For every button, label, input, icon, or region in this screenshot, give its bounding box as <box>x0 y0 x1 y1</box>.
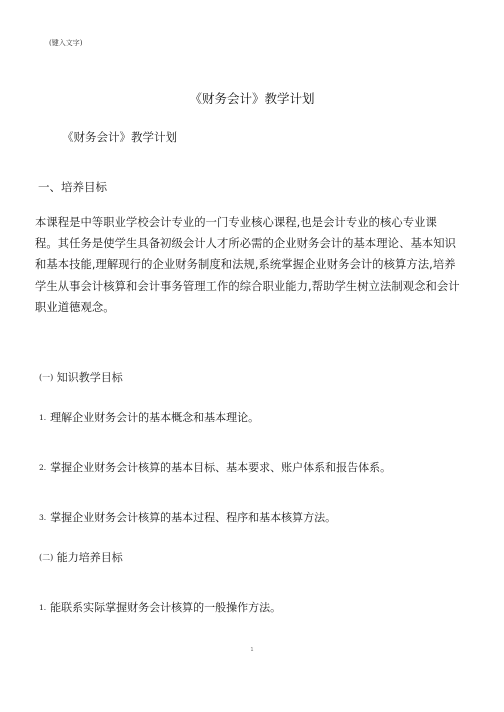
list-item-text: 理解企业财务会计的基本概念和基本理论。 <box>50 411 260 424</box>
list-item <box>39 599 281 615</box>
intro-line: 程。其任务是使学生具备初级会计人才所必需的企业财务会计的基本理论、基本知识 <box>35 237 456 251</box>
section-heading-training-goals: 一、培养目标 <box>38 180 107 194</box>
intro-line: 职业道德观念。 <box>35 300 115 314</box>
document-title: 《财务会计》教学计划 <box>189 91 315 106</box>
list-item-text: 掌握企业财务会计核算的基本过程、程序和基本核算方法。 <box>50 511 337 524</box>
intro-line: 学生从事会计核算和会计事务管理工作的综合职业能力,帮助学生树立法制观念和会计 <box>35 279 460 293</box>
list-item-text: 掌握企业财务会计核算的基本目标、基本要求、账户体系和报告体系。 <box>50 461 392 474</box>
list-item <box>39 509 336 525</box>
document-subtitle: 《财务会计》教学计划 <box>62 130 177 144</box>
subsection-marker: (二) <box>39 553 54 562</box>
page-number: 1 <box>250 647 254 653</box>
subsection-heading-knowledge <box>39 369 123 385</box>
intro-line: 和基本技能,理解现行的企业财务制度和法规,系统掌握企业财务会计的核算方法,培养 <box>35 258 456 272</box>
list-item <box>39 459 391 475</box>
list-item <box>39 409 259 425</box>
header-placeholder-text: (键入文字) <box>49 39 83 47</box>
list-item-number: 2. <box>39 463 47 472</box>
subsection-title: 能力培养目标 <box>56 551 123 564</box>
subsection-heading-ability <box>39 549 123 565</box>
intro-paragraph <box>35 212 473 318</box>
subsection-marker: (一) <box>39 373 54 382</box>
intro-line: 本课程是中等职业学校会计专业的一门专业核心课程,也是会计专业的核心专业课 <box>35 216 437 229</box>
list-item-number: 1. <box>39 603 47 612</box>
list-item-number: 1. <box>39 413 47 422</box>
subsection-title: 知识教学目标 <box>56 371 123 384</box>
list-item-number: 3. <box>39 513 47 522</box>
list-item-text: 能联系实际掌握财务会计核算的一般操作方法。 <box>50 601 282 614</box>
